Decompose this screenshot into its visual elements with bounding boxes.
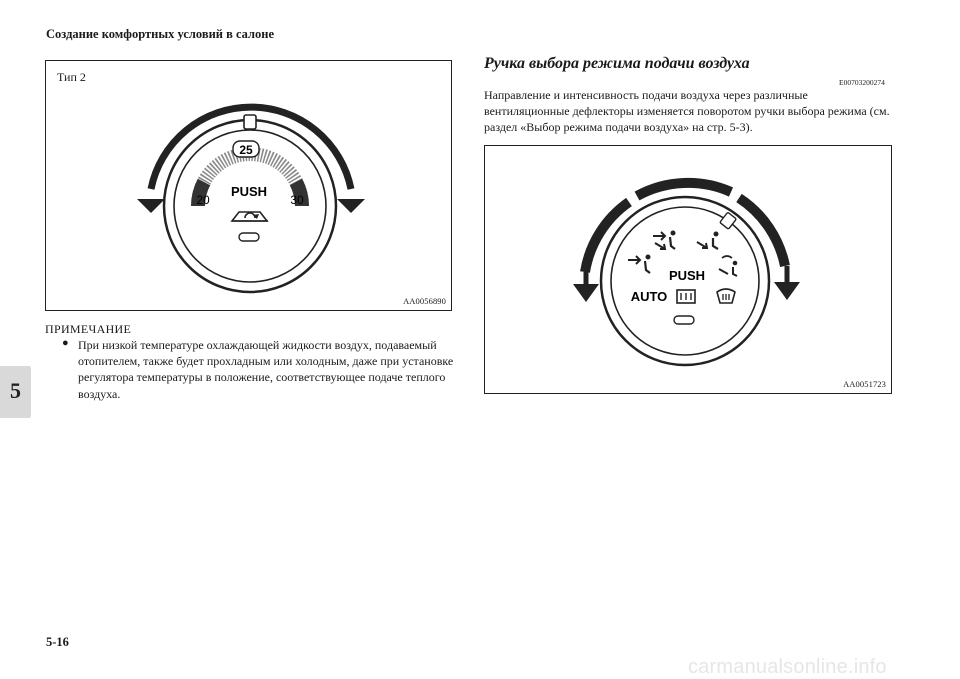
watermark: carmanualsonline.info — [688, 656, 887, 678]
arrow-right-icon — [774, 282, 800, 300]
figure-type-label: Тип 2 — [57, 70, 86, 84]
push-label: PUSH — [668, 268, 706, 283]
temp-left-label: 20 — [196, 193, 210, 207]
push-label: PUSH — [230, 184, 268, 199]
page-header: Создание комфортных условий в салоне — [46, 27, 275, 41]
figure-mode-dial — [484, 145, 892, 394]
mode-arc-top — [637, 183, 731, 196]
figure-code: AA0056890 — [403, 296, 446, 306]
section-title: Ручка выбора режима подачи воздуха — [484, 55, 750, 72]
section-tab — [0, 366, 31, 418]
dial-pointer — [244, 115, 256, 129]
temperature-dial-illustration — [46, 61, 451, 310]
figure-code: AA0051723 — [843, 379, 886, 389]
section-paragraph: Направление и интенсивность подачи воздуха через различные вентиляционные дефлекторы изменяется поворотом ручки выбора режима (см. раздел «Выбор режима подачи воздуха» на стр. 5-3). — [484, 88, 890, 135]
arrow-right-icon — [337, 199, 365, 213]
temp-top-label: 25 — [239, 143, 253, 157]
arrow-left-icon — [573, 284, 599, 302]
auto-label: AUTO — [630, 289, 668, 304]
note-title: ПРИМЕЧАНИЕ — [45, 322, 132, 336]
arrow-left-icon — [137, 199, 165, 213]
section-code: E00703200274 — [839, 78, 885, 87]
note-bullet: ● — [62, 337, 69, 349]
figure-temperature-dial — [45, 60, 452, 311]
temp-right-label: 30 — [290, 193, 304, 207]
section-tab-number: 5 — [10, 378, 21, 403]
indicator-lamp — [674, 316, 694, 324]
indicator-lamp — [239, 233, 259, 241]
page-number: 5-16 — [46, 635, 69, 649]
mode-dial-illustration — [485, 146, 891, 393]
note-text: При низкой температуре охлаждающей жидкости воздух, подаваемый отопителем, также будет прохладным или холодным, даже при установке регулятора температуры в положение, соответствующее подаче теплого воздуха. — [78, 338, 454, 401]
